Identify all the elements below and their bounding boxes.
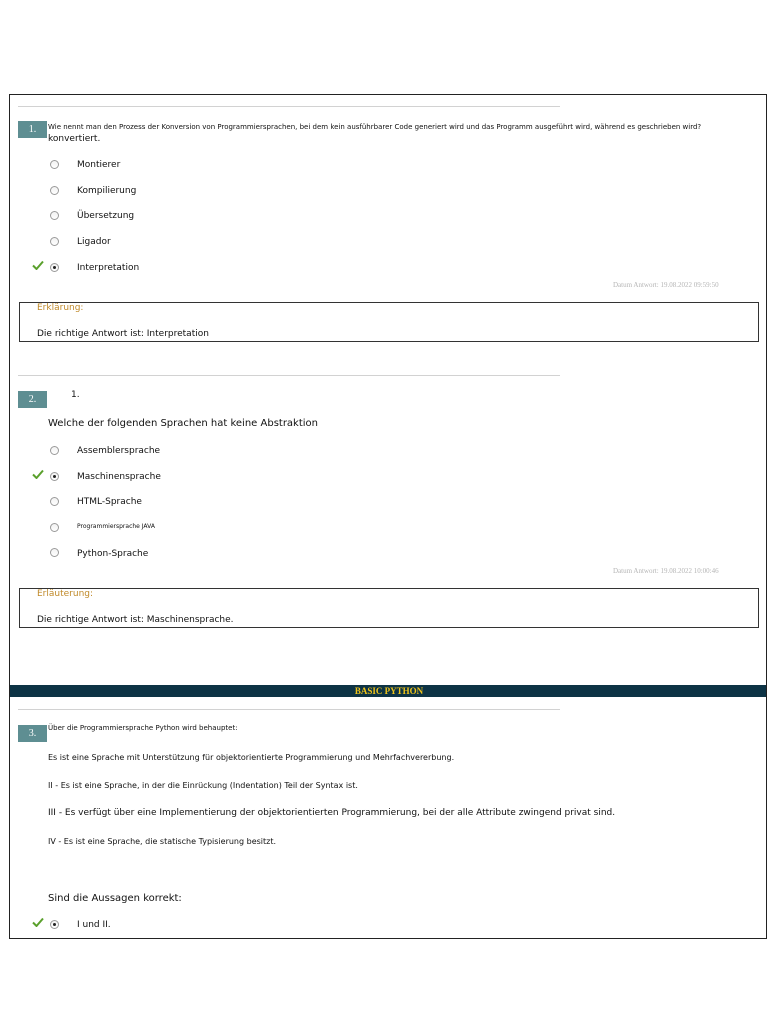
separator bbox=[18, 375, 560, 376]
radio-button-selected[interactable] bbox=[50, 920, 59, 929]
explanation-box bbox=[19, 588, 759, 628]
option-label: Übersetzung bbox=[77, 211, 135, 221]
question-2-subnumber: 1. bbox=[71, 390, 80, 400]
question-number-1: 1. bbox=[18, 121, 47, 138]
question-1-prompt-continuation: konvertiert. bbox=[48, 134, 101, 144]
option-label: Interpretation bbox=[77, 263, 140, 273]
option-label: Assemblersprache bbox=[77, 446, 161, 456]
separator bbox=[18, 709, 560, 710]
question-2-prompt: Welche der folgenden Sprachen hat keine Abstraktion bbox=[48, 418, 319, 429]
check-icon bbox=[32, 917, 44, 927]
option-label: Maschinensprache bbox=[77, 472, 161, 482]
question-number-3: 3. bbox=[18, 725, 47, 742]
option-label: Programmiersprache JAVA bbox=[77, 523, 155, 530]
option-label: HTML-Sprache bbox=[77, 497, 142, 507]
option-label: Python-Sprache bbox=[77, 549, 149, 559]
statement-4: IV - Es ist eine Sprache, die statische Typisierung besitzt. bbox=[48, 837, 277, 846]
radio-button[interactable] bbox=[50, 523, 59, 532]
quiz-review-frame bbox=[9, 94, 767, 939]
answer-timestamp: Datum Antwort: 19.08.2022 09:59:50 bbox=[613, 281, 719, 289]
check-icon bbox=[32, 469, 44, 479]
check-icon bbox=[32, 260, 44, 270]
radio-button[interactable] bbox=[50, 497, 59, 506]
radio-button-selected[interactable] bbox=[50, 472, 59, 481]
radio-button[interactable] bbox=[50, 548, 59, 557]
option-label: I und II. bbox=[77, 920, 111, 930]
separator bbox=[18, 106, 560, 107]
explanation-title: Erläuterung: bbox=[37, 589, 94, 599]
question-number-2: 2. bbox=[18, 391, 47, 408]
radio-button[interactable] bbox=[50, 237, 59, 246]
statement-1: Es ist eine Sprache mit Unterstützung für objektorientierte Programmierung und Mehrfachvererbung. bbox=[48, 753, 455, 762]
radio-button-selected[interactable] bbox=[50, 263, 59, 272]
explanation-box bbox=[19, 302, 759, 342]
statement-3: III - Es verfügt über eine Implementierung der objektorientierten Programmierung, bei der alle Attribute zwingend privat sind. bbox=[48, 808, 616, 818]
radio-button[interactable] bbox=[50, 446, 59, 455]
radio-button[interactable] bbox=[50, 211, 59, 220]
section-header: BASIC PYTHON bbox=[10, 685, 767, 697]
option-label: Montierer bbox=[77, 160, 121, 170]
question-3-prompt: Sind die Aussagen korrekt: bbox=[48, 893, 182, 904]
explanation-text: Die richtige Antwort ist: Maschinensprache. bbox=[37, 615, 234, 625]
answer-timestamp: Datum Antwort: 19.08.2022 10:00:46 bbox=[613, 567, 719, 575]
option-label: Kompilierung bbox=[77, 186, 137, 196]
statement-2: II - Es ist eine Sprache, in der die Einrückung (Indentation) Teil der Syntax ist. bbox=[48, 781, 358, 790]
radio-button[interactable] bbox=[50, 160, 59, 169]
explanation-title: Erklärung: bbox=[37, 303, 84, 313]
option-label: Ligador bbox=[77, 237, 111, 247]
question-3-intro: Über die Programmiersprache Python wird behauptet: bbox=[48, 724, 238, 732]
radio-button[interactable] bbox=[50, 186, 59, 195]
question-1-prompt: Wie nennt man den Prozess der Konversion von Programmiersprachen, bei dem kein ausführbarer Code generiert wird und das Programm ausgeführt wird, während es geschrieben wird? bbox=[48, 123, 702, 131]
explanation-text: Die richtige Antwort ist: Interpretation bbox=[37, 329, 209, 339]
